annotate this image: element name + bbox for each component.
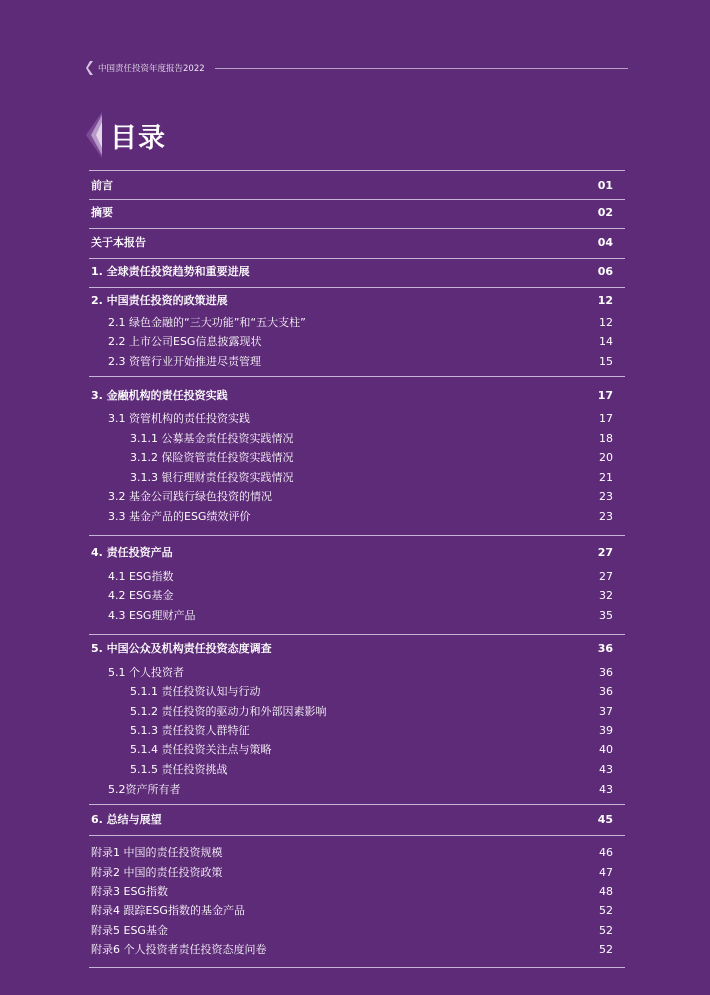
toc-entry-label: 关于本报告 (91, 236, 146, 249)
toc-entry-page: 52 (599, 904, 613, 917)
toc-entry-label: 附录2 中国的责任投资政策 (91, 866, 223, 879)
toc-divider (89, 967, 625, 968)
toc-entry[interactable] (91, 451, 625, 465)
toc-entry[interactable] (91, 943, 625, 957)
toc-divider (89, 170, 625, 171)
toc-entry-page: 45 (597, 813, 613, 826)
toc-entry[interactable] (91, 904, 625, 918)
toc-entry-page: 52 (599, 943, 613, 956)
toc-entry-page: 17 (599, 412, 613, 425)
toc-entry[interactable] (91, 294, 625, 308)
toc-entry-page: 36 (597, 642, 613, 655)
toc-entry-page: 46 (599, 846, 613, 859)
toc-entry-label: 6. 总结与展望 (91, 813, 162, 826)
toc-entry[interactable] (91, 642, 625, 656)
toc-entry-label: 摘要 (91, 206, 113, 219)
toc-entry-label: 5.1.3 责任投资人群特征 (130, 724, 250, 737)
toc-entry-label: 附录5 ESG基金 (91, 924, 168, 937)
toc-entry[interactable] (91, 924, 625, 938)
toc-entry-label: 附录3 ESG指数 (91, 885, 168, 898)
toc-entry-page: 02 (597, 206, 613, 219)
toc-entry[interactable] (91, 743, 625, 757)
toc-entry-label: 2.2 上市公司ESG信息披露现状 (108, 335, 262, 348)
toc-entry-label: 3.1 资管机构的责任投资实践 (108, 412, 250, 425)
toc-entry[interactable] (91, 666, 625, 680)
toc-entry[interactable] (91, 609, 625, 623)
toc-entry[interactable] (91, 316, 625, 330)
toc-entry[interactable] (91, 490, 625, 504)
toc-entry-page: 52 (599, 924, 613, 937)
toc-entry-page: 43 (599, 763, 613, 776)
toc-entry-page: 47 (599, 866, 613, 879)
toc-entry-label: 3.1.2 保险资管责任投资实践情况 (130, 451, 294, 464)
toc-divider (89, 258, 625, 259)
toc-divider (89, 199, 625, 200)
toc-entry-page: 12 (599, 316, 613, 329)
toc-entry-page: 39 (599, 724, 613, 737)
toc-entry-page: 14 (599, 335, 613, 348)
toc-entry-page: 27 (599, 570, 613, 583)
toc-entry-page: 40 (599, 743, 613, 756)
toc-entry-label: 3.1.3 银行理财责任投资实践情况 (130, 471, 294, 484)
toc-entry[interactable] (91, 546, 625, 560)
toc-entry[interactable] (91, 510, 625, 524)
toc-entry-page: 37 (599, 705, 613, 718)
toc-entry-page: 35 (599, 609, 613, 622)
toc-entry-label: 3.3 基金产品的ESG绩效评价 (108, 510, 251, 523)
toc-entry[interactable] (91, 813, 625, 827)
toc-entry[interactable] (91, 783, 625, 797)
toc-entry[interactable] (91, 685, 625, 699)
toc-entry[interactable] (91, 206, 625, 220)
toc-entry[interactable] (91, 389, 625, 403)
toc-entry[interactable] (91, 236, 625, 250)
toc-entry-label: 附录1 中国的责任投资规模 (91, 846, 223, 859)
toc-entry-label: 4.1 ESG指数 (108, 570, 174, 583)
toc-entry-label: 5.1 个人投资者 (108, 666, 184, 679)
toc-entry-label: 2.1 绿色金融的“三大功能”和“五大支柱” (108, 316, 306, 329)
toc-entry-label: 2.3 资管行业开始推进尽责管理 (108, 355, 261, 368)
header-rule (215, 68, 628, 69)
toc-entry-page: 36 (599, 685, 613, 698)
report-title: 中国责任投资年度报告2022 (98, 64, 205, 74)
toc-entry[interactable] (91, 724, 625, 738)
toc-entry-page: 04 (597, 236, 613, 249)
toc-entry-label: 5.2资产所有者 (108, 783, 181, 796)
toc-entry[interactable] (91, 412, 625, 426)
toc-entry-page: 17 (597, 389, 613, 402)
toc-entry-label: 附录6 个人投资者责任投资态度问卷 (91, 943, 267, 956)
toc-entry[interactable] (91, 179, 625, 193)
toc-entry[interactable] (91, 570, 625, 584)
toc-entry-page: 21 (599, 471, 613, 484)
toc-entry[interactable] (91, 885, 625, 899)
toc-entry-page: 18 (599, 432, 613, 445)
toc-entry[interactable] (91, 432, 625, 446)
chevron-mark-icon (86, 112, 102, 158)
toc-entry-label: 5.1.5 责任投资挑战 (130, 763, 228, 776)
toc-entry-page: 32 (599, 589, 613, 602)
toc-divider (89, 835, 625, 836)
toc-entry[interactable] (91, 471, 625, 485)
toc-divider (89, 287, 625, 288)
toc-entry-page: 12 (597, 294, 613, 307)
toc-entry-page: 01 (597, 179, 613, 192)
toc-entry-label: 5.1.1 责任投资认知与行动 (130, 685, 261, 698)
page-title: 目录 (110, 122, 166, 154)
toc-entry[interactable] (91, 846, 625, 860)
toc-entry-label: 1. 全球责任投资趋势和重要进展 (91, 265, 250, 278)
toc-heading (86, 112, 166, 158)
toc-entry-label: 4.2 ESG基金 (108, 589, 174, 602)
toc-entry-page: 20 (599, 451, 613, 464)
toc-divider (89, 804, 625, 805)
toc-divider (89, 535, 625, 536)
toc-divider (89, 228, 625, 229)
toc-entry-label: 3. 金融机构的责任投资实践 (91, 389, 228, 402)
toc-entry-page: 48 (599, 885, 613, 898)
toc-divider (89, 634, 625, 635)
toc-entry-label: 2. 中国责任投资的政策进展 (91, 294, 228, 307)
toc-entry-page: 15 (599, 355, 613, 368)
toc-entry[interactable] (91, 335, 625, 349)
toc-entry[interactable] (91, 265, 625, 279)
toc-entry-label: 5.1.2 责任投资的驱动力和外部因素影响 (130, 705, 327, 718)
toc-entry-label: 5.1.4 责任投资关注点与策略 (130, 743, 272, 756)
toc-entry-label: 3.2 基金公司践行绿色投资的情况 (108, 490, 272, 503)
toc-entry-label: 前言 (91, 179, 113, 192)
chevron-left-icon (86, 61, 94, 75)
toc-entry-label: 5. 中国公众及机构责任投资态度调查 (91, 642, 272, 655)
toc-divider (89, 376, 625, 377)
toc-entry-page: 06 (597, 265, 613, 278)
toc-entry-page: 43 (599, 783, 613, 796)
toc-entry-label: 附录4 跟踪ESG指数的基金产品 (91, 904, 245, 917)
toc-entry-label: 3.1.1 公募基金责任投资实践情况 (130, 432, 294, 445)
toc-entry[interactable] (91, 866, 625, 880)
toc-entry-page: 23 (599, 510, 613, 523)
toc-entry[interactable] (91, 355, 625, 369)
toc-entry-page: 27 (597, 546, 613, 559)
toc-entry[interactable] (91, 589, 625, 603)
toc-entry-page: 36 (599, 666, 613, 679)
toc-entry[interactable] (91, 763, 625, 777)
toc-entry-label: 4. 责任投资产品 (91, 546, 173, 559)
toc-entry-label: 4.3 ESG理财产品 (108, 609, 196, 622)
toc-entry[interactable] (91, 705, 625, 719)
toc-entry-page: 23 (599, 490, 613, 503)
report-header (86, 61, 628, 75)
